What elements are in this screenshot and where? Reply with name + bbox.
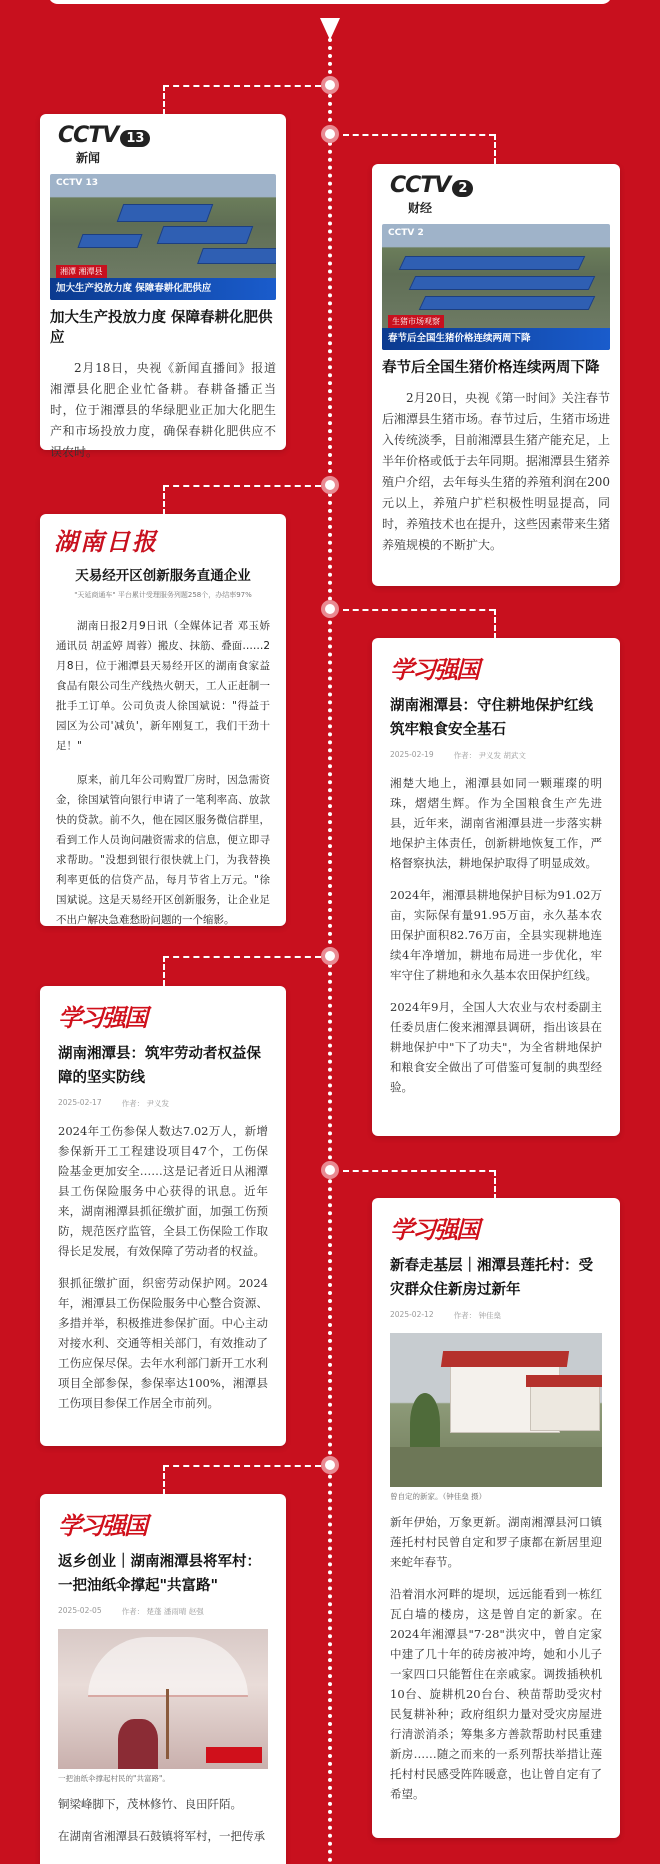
- card-body: 湘楚大地上，湘潭县如同一颗璀璨的明珠，熠熠生辉。作为全国粮食生产先进县，近年来，湖南省湘潭县进一步落实耕地保护主体责任，创新耕地恢复工作，严格督察执法，耕地保护取得了明显成效。: [390, 776, 602, 870]
- connector: [343, 134, 495, 136]
- card-date: 2025-02-19: [390, 750, 434, 759]
- card-headline: 湖南湘潭县：守住耕地保护红线 筑牢粮食安全基石: [390, 697, 593, 738]
- card-subtitle: "天延商通车" 平台累计受理服务列题258个，办结率97%: [74, 591, 252, 599]
- card-headline: 加大生产投放力度 保障春耕化肥供应: [50, 309, 273, 346]
- card-body: 2月20日，央视《第一时间》关注春节后湘潭县生猪市场。春节过后，生猪市场进入传统淡季，目前湘潭县生猪产能充足，上半年价格或低于去年同期。据湘潭县生猪养殖户介绍，去年每头生猪的养殖利润在200元以上，养殖户扩栏积极性明显提高，同时，养殖技术也在提升，这些因素带来生猪养殖规模的不断扩大。: [382, 391, 611, 552]
- timeline-node: [321, 600, 339, 618]
- pig-farm-photo: [382, 224, 610, 350]
- card-date: 2025-02-05: [58, 1606, 102, 1615]
- card-meta: [382, 750, 610, 761]
- card-body: 2月18日，央视《新闻直播间》报道湘潭县化肥企业忙备耕。春耕备播正当时，位于湘潭县的华绿肥业正加大化肥生产和市场投放力度，确保春耕化肥供应不误农时。: [50, 361, 276, 459]
- card-meta: [50, 1098, 276, 1109]
- card-body: 沿着涓水河畔的堤坝，远远能看到一栋红瓦白墙的楼房，这是曾自定的新家。在2024年湘潭县"7·28"洪灾中，曾自定家中建了几十年的砖房被冲垮，她和小儿子一家四口只能暂住在亲戚家。调拨插秧机10台、旋耕机20台台、秧苗帮助受灾村民复耕补种；政府组织力量对受灾房屋进行清淤消杀；筹集多方善款帮助村民重建新房……随之而来的一系列帮扶举措让莲托村村民感受阵阵暖意，也让曾自定有了希望。: [390, 1587, 602, 1801]
- tv-channel-bug: CCTV 2: [388, 228, 424, 238]
- connector: [343, 609, 495, 611]
- image-caption: 一把油纸伞撑起村民的"共富路"。: [58, 1774, 170, 1783]
- card-headline: 春节后全国生猪价格连续两周下降: [382, 359, 600, 376]
- card-body: 新年伊始，万象更新。湖南湘潭县河口镇莲托村村民曾自定和罗子康都在新居里迎来蛇年春节。: [390, 1515, 602, 1569]
- connector: [163, 956, 165, 986]
- news-card-xuexi-umbrella[interactable]: [40, 1494, 286, 1864]
- card-author: 作者： 钟佳燊: [453, 1311, 501, 1320]
- card-headline: 天易经开区创新服务直通企业: [75, 568, 251, 584]
- connector: [163, 956, 321, 958]
- news-card-xuexi-labor[interactable]: [40, 986, 286, 1446]
- connector: [163, 1465, 321, 1467]
- xuexi-logo: 学习强国: [58, 1511, 146, 1540]
- factory-photo: [50, 174, 276, 300]
- timeline-node: [321, 125, 339, 143]
- tv-location-tag: 湘潭 湘潭县: [56, 265, 107, 278]
- card-headline: 湖南湘潭县：筑牢劳动者权益保障的坚实防线: [58, 1045, 261, 1086]
- card-date: 2025-02-12: [390, 1310, 434, 1319]
- timeline-node: [321, 947, 339, 965]
- card-meta: [50, 1606, 276, 1617]
- timeline-node: [321, 76, 339, 94]
- top-banner-edge: [48, 0, 612, 4]
- card-body: 2024年9月，全国人大农业与农村委副主任委员唐仁俊来湘潭县调研，指出该县在耕地保护中"下了功夫"，为全省耕地保护和粮食安全做出了可借鉴可复制的典型经验。: [390, 1000, 602, 1094]
- timeline-node: [321, 1456, 339, 1474]
- connector: [163, 1465, 165, 1495]
- connector: [494, 134, 496, 164]
- connector: [163, 485, 321, 487]
- connector: [163, 485, 165, 515]
- timeline-node: [321, 1161, 339, 1179]
- card-date: 2025-02-17: [58, 1098, 102, 1107]
- tv-caption: 春节后全国生猪价格连续两周下降: [382, 328, 610, 350]
- card-headline: 返乡创业｜湖南湘潭县将军村：一把油纸伞撑起"共富路": [58, 1553, 261, 1594]
- new-house-photo: [390, 1333, 602, 1487]
- tv-program-tag: 生猪市场观察: [388, 315, 444, 328]
- connector: [494, 1170, 496, 1200]
- xuexi-logo: 学习强国: [390, 655, 478, 684]
- connector: [163, 85, 165, 115]
- card-body: 湖南日报2月9日讯（全媒体记者 邓玉娇 通讯员 胡孟婷 周蓉）搬皮、抹筋、叠面……2月8日，位于湘潭县天易经开区的湖南食家益食品有限公司生产线热火朝天，工人正赶制一批手工订单。公司负责人徐国斌说："得益于园区为公司'减负'，新年刚复工，我们干劲十足！": [56, 620, 270, 752]
- card-headline: 新春走基层｜湘潭县莲托村：受灾群众住新房过新年: [390, 1257, 593, 1298]
- card-body: 狠抓征缴扩面，织密劳动保护网。2024年，湘潭县工伤保险服务中心整合资源、多措并举，积极推进参保扩面。中心主动对接水利、交通等相关部门，有效推动了工伤应保尽保。去年水利部门新开工水利项目全部参保，参保率达100%，湘潭县工伤项目参保工作居全市前列。: [58, 1276, 268, 1410]
- timeline-node: [321, 476, 339, 494]
- news-card-cctv2[interactable]: [372, 164, 620, 586]
- news-card-xuexi-village[interactable]: [372, 1198, 620, 1838]
- news-card-xuexi-farmland[interactable]: [372, 638, 620, 1136]
- connector: [163, 85, 321, 87]
- xuexi-logo: 学习强国: [390, 1215, 478, 1244]
- news-card-cctv13[interactable]: [40, 114, 286, 459]
- xuexi-logo: 学习强国: [58, 1003, 146, 1032]
- umbrella-craft-photo: [58, 1629, 268, 1769]
- cctv-logo: CCTV 13 新闻: [50, 124, 276, 166]
- card-body: 铜梁峰脚下，茂林修竹、良田阡陌。: [58, 1797, 242, 1811]
- connector: [343, 1170, 495, 1172]
- timeline-arrow-icon: [320, 18, 340, 40]
- tv-caption: 加大生产投放力度 保障春耕化肥供应: [50, 278, 276, 300]
- cctv-logo: CCTV 2 财经: [382, 174, 610, 216]
- news-card-hunan-daily[interactable]: [40, 514, 286, 926]
- image-caption: 曾自定的新家。（钟佳燊 摄）: [390, 1492, 487, 1501]
- card-author: 作者： 尹义发: [121, 1099, 169, 1108]
- hunan-daily-logo: 湖南日报: [54, 527, 158, 556]
- connector: [494, 609, 496, 639]
- card-author: 作者： 尹义发 胡武文: [453, 751, 526, 760]
- tv-channel-bug: CCTV 13: [56, 178, 98, 188]
- card-meta: [382, 1310, 610, 1321]
- card-body: 原来，前几年公司购置厂房时，因急需资金，徐国斌管向银行申请了一笔利率高、放款快的贷款。前不久，他在园区服务微信群里，看到工作人员询问融资需求的信息，便立即寻求帮助。"没想到银行很快就上门，为我替换利率更低的信贷产品，每月节省上万元。"徐国斌说。这是天易经开区创新服务，让企业足不出户解决急难愁盼问题的一个缩影。: [56, 774, 270, 926]
- card-body: 2024年，湘潭县耕地保护目标为91.02万亩，实际保有量91.95万亩，永久基本农田保护面积82.76万亩，全县实现耕地连续4年净增加，耕地布局进一步优化，牢牢守住了耕地和永久基本农田保护红线。: [390, 888, 602, 982]
- card-author: 作者： 楚蓬 潘雨晴 赵强: [121, 1607, 204, 1616]
- card-body: 在湖南省湘潭县石鼓镇将军村，一把传承: [58, 1829, 265, 1843]
- card-body: 2024年工伤参保人数达7.02万人，新增参保新开工工程建设项目47个，工伤保险基金更加安全……这是记者近日从湘潭县工伤保险服务中心获得的讯息。近年来，湖南湘潭县抓征缴扩面，加强工伤预防，规范医疗监管，全县工伤保险工作取得长足发展，有效保障了劳动者的权益。: [58, 1124, 268, 1258]
